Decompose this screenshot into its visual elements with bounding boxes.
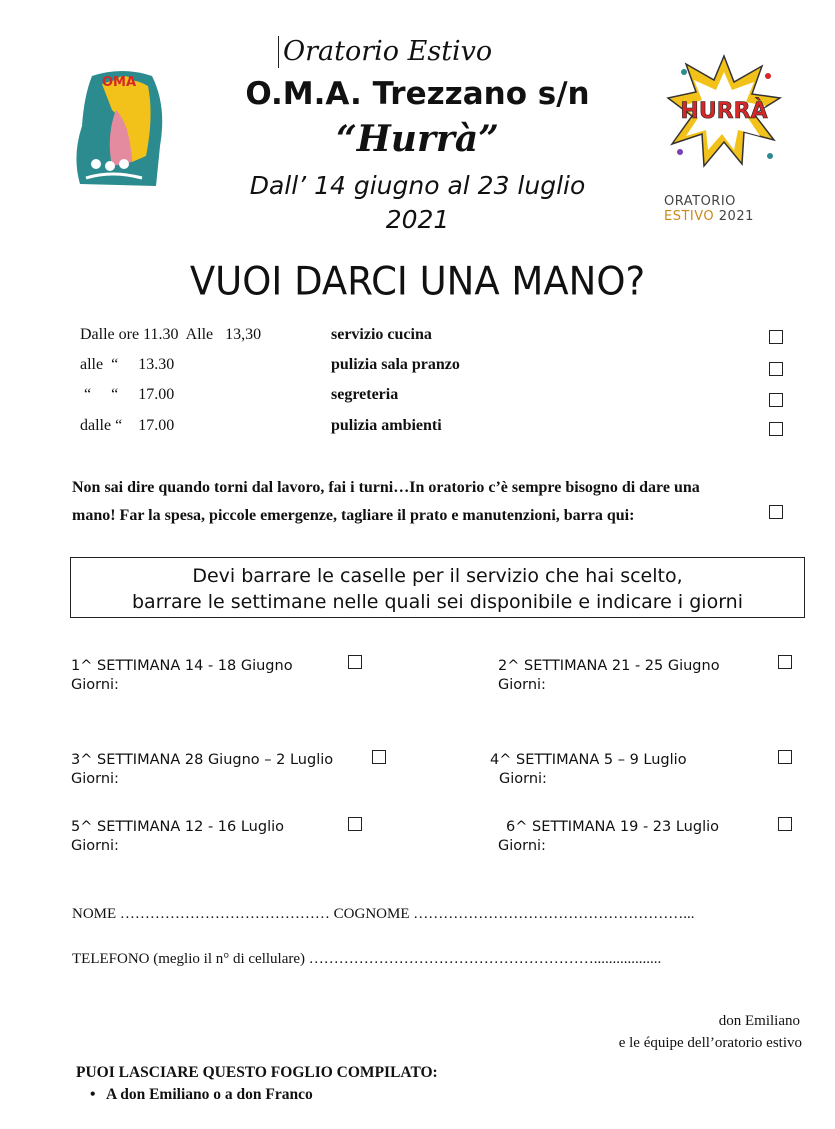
week-label: 5^ SETTIMANA 12 - 16 Luglio xyxy=(71,819,284,835)
help-paragraph xyxy=(72,474,772,530)
service-checkbox-ambienti[interactable] xyxy=(769,422,783,436)
week-1-checkbox[interactable] xyxy=(348,655,362,669)
week-2 xyxy=(498,657,720,695)
instructions-line1: Devi barrare le caselle per il servizio che hai scelto, xyxy=(192,565,683,587)
service-checkbox-cucina[interactable] xyxy=(769,330,783,344)
service-row-ambienti xyxy=(80,417,790,445)
service-checkbox-pranzo[interactable] xyxy=(769,362,783,376)
week-label: 2^ SETTIMANA 21 - 25 Giugno xyxy=(498,658,720,674)
week-days: Giorni: xyxy=(498,677,546,693)
header-title: O.M.A. Trezzano s/n xyxy=(245,76,590,112)
generic-help-checkbox[interactable] xyxy=(769,505,783,519)
oma-logo xyxy=(72,66,172,194)
week-4 xyxy=(490,751,687,789)
week-days: Giorni: xyxy=(71,771,119,787)
caption-estivo: ESTIVO xyxy=(664,209,715,224)
week-days: Giorni: xyxy=(71,677,119,693)
instructions-box xyxy=(70,557,805,618)
service-time: dalle “ 17.00 xyxy=(80,417,175,434)
service-time: Dalle ore 11.30 Alle 13,30 xyxy=(80,326,262,343)
service-label: pulizia ambienti xyxy=(331,417,442,434)
caption-oratorio: ORATORIO xyxy=(664,194,736,209)
week-2-checkbox[interactable] xyxy=(778,655,792,669)
help-paragraph-line2: mano! Far la spesa, piccole emergenze, tagliare il prato e manutenzioni, barra qui: xyxy=(72,507,635,524)
main-question: VUOI DARCI UNA MANO? xyxy=(189,258,646,305)
week-label: 3^ SETTIMANA 28 Giugno – 2 Luglio xyxy=(71,752,334,768)
header-name: “Hurrà” xyxy=(336,118,499,160)
service-label: pulizia sala pranzo xyxy=(331,356,460,373)
service-time: alle “ 13.30 xyxy=(80,356,175,373)
week-4-checkbox[interactable] xyxy=(778,750,792,764)
service-checkbox-segreteria[interactable] xyxy=(769,393,783,407)
oma-logo-text: OMA xyxy=(102,75,137,90)
help-paragraph-line1: Non sai dire quando torni dal lavoro, fai i turni…In oratorio c’è sempre bisogno di dare una xyxy=(72,479,700,496)
week-6-checkbox[interactable] xyxy=(778,817,792,831)
service-row-cucina xyxy=(80,326,790,354)
signature-line1: don Emiliano xyxy=(718,1013,800,1029)
hurra-logo-caption xyxy=(664,194,782,224)
drop-off-item: • A don Emiliano o a don Franco xyxy=(106,1086,313,1104)
caption-year: 2021 xyxy=(718,209,754,224)
hurra-logo xyxy=(664,52,784,172)
service-label: segreteria xyxy=(331,386,399,403)
week-5 xyxy=(71,818,284,856)
instructions-line2: barrare le settimane nelle quali sei disponibile e indicare i giorni xyxy=(132,591,743,613)
service-row-pranzo xyxy=(80,356,790,384)
header-subtitle: Oratorio Estivo xyxy=(278,36,492,68)
signature-line2: e le équipe dell’oratorio estivo xyxy=(618,1035,802,1051)
service-time: “ “ 17.00 xyxy=(80,386,175,403)
hurra-logo-text: HURRÀ xyxy=(680,99,768,124)
service-label: servizio cucina xyxy=(331,326,432,343)
week-label: 1^ SETTIMANA 14 - 18 Giugno xyxy=(71,658,293,674)
week-6 xyxy=(498,818,719,856)
signature xyxy=(619,1010,802,1054)
service-row-segreteria xyxy=(80,386,790,414)
name-surname-field[interactable]: NOME …………………………………… COGNOME ………………………………………………... xyxy=(72,906,695,922)
week-label: 6^ SETTIMANA 19 - 23 Luglio xyxy=(506,819,719,835)
phone-field[interactable]: TELEFONO (meglio il n° di cellulare) ………………………………………………….................. xyxy=(72,951,662,967)
header-dates: Dall’ 14 giugno al 23 luglio xyxy=(249,171,586,200)
week-label: 4^ SETTIMANA 5 – 9 Luglio xyxy=(490,752,687,768)
week-3 xyxy=(71,751,333,789)
week-3-checkbox[interactable] xyxy=(372,750,386,764)
week-days: Giorni: xyxy=(71,838,119,854)
week-days: Giorni: xyxy=(499,771,547,787)
header-year: 2021 xyxy=(385,205,450,234)
week-days: Giorni: xyxy=(498,838,546,854)
week-5-checkbox[interactable] xyxy=(348,817,362,831)
drop-off-heading: PUOI LASCIARE QUESTO FOGLIO COMPILATO: xyxy=(76,1064,438,1081)
week-1 xyxy=(71,657,293,695)
